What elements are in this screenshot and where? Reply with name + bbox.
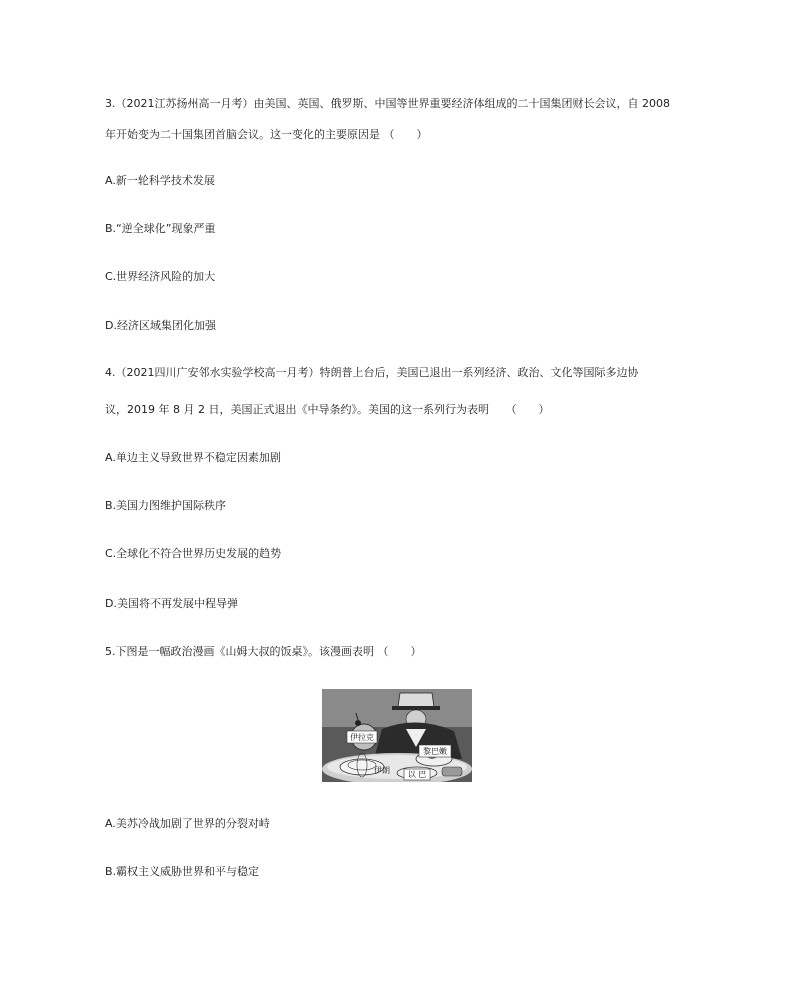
q5-option-b[interactable]: B.霸权主义威胁世界和平与稳定 bbox=[105, 865, 260, 878]
q4-option-a[interactable]: A.单边主义导致世界不稳定因素加剧 bbox=[105, 451, 281, 464]
cartoon-label-lebanon: 黎巴嫩 bbox=[423, 747, 447, 756]
cartoon-label-iran: 伊朗 bbox=[374, 766, 390, 775]
q5-option-a[interactable]: A.美苏冷战加剧了世界的分裂对峙 bbox=[105, 817, 270, 830]
q4-stem-line2: 议，2019 年 8 月 2 日，美国正式退出《中导条约》。美国的这一系列行为表明 （ ） bbox=[105, 403, 550, 416]
q3-option-c[interactable]: C.世界经济风险的加大 bbox=[105, 270, 216, 283]
q4-option-c[interactable]: C.全球化不符合世界历史发展的趋势 bbox=[105, 547, 282, 560]
q3-option-d[interactable]: D.经济区域集团化加强 bbox=[105, 319, 216, 332]
q4-option-d[interactable]: D.美国将不再发展中程导弹 bbox=[105, 597, 238, 610]
q3-option-b[interactable]: B.“逆全球化”现象严重 bbox=[105, 222, 216, 235]
cartoon-label-iraq: 伊拉克 bbox=[350, 733, 374, 742]
political-cartoon-image bbox=[322, 689, 472, 782]
cartoon-label-israel-palestine: 以 巴 bbox=[407, 770, 427, 779]
q3-option-a[interactable]: A.新一轮科学技术发展 bbox=[105, 174, 215, 187]
q4-option-b[interactable]: B.美国力图维护国际秩序 bbox=[105, 499, 227, 512]
q4-stem-line1: 4.（2021四川广安邻水实验学校高一月考）特朗普上台后，美国已退出一系列经济、政治、文化等国际多边协 bbox=[105, 366, 639, 379]
q3-stem-line1: 3.（2021江苏扬州高一月考）由美国、英国、俄罗斯、中国等世界重要经济体组成的二十国集团财长会议，自 2008 bbox=[105, 97, 670, 110]
q3-stem-line2: 年开始变为二十国集团首脑会议。这一变化的主要原因是 （ ） bbox=[105, 128, 428, 141]
q5-stem: 5.下图是一幅政治漫画《山姆大叔的饭桌》。该漫画表明 （ ） bbox=[105, 645, 422, 658]
